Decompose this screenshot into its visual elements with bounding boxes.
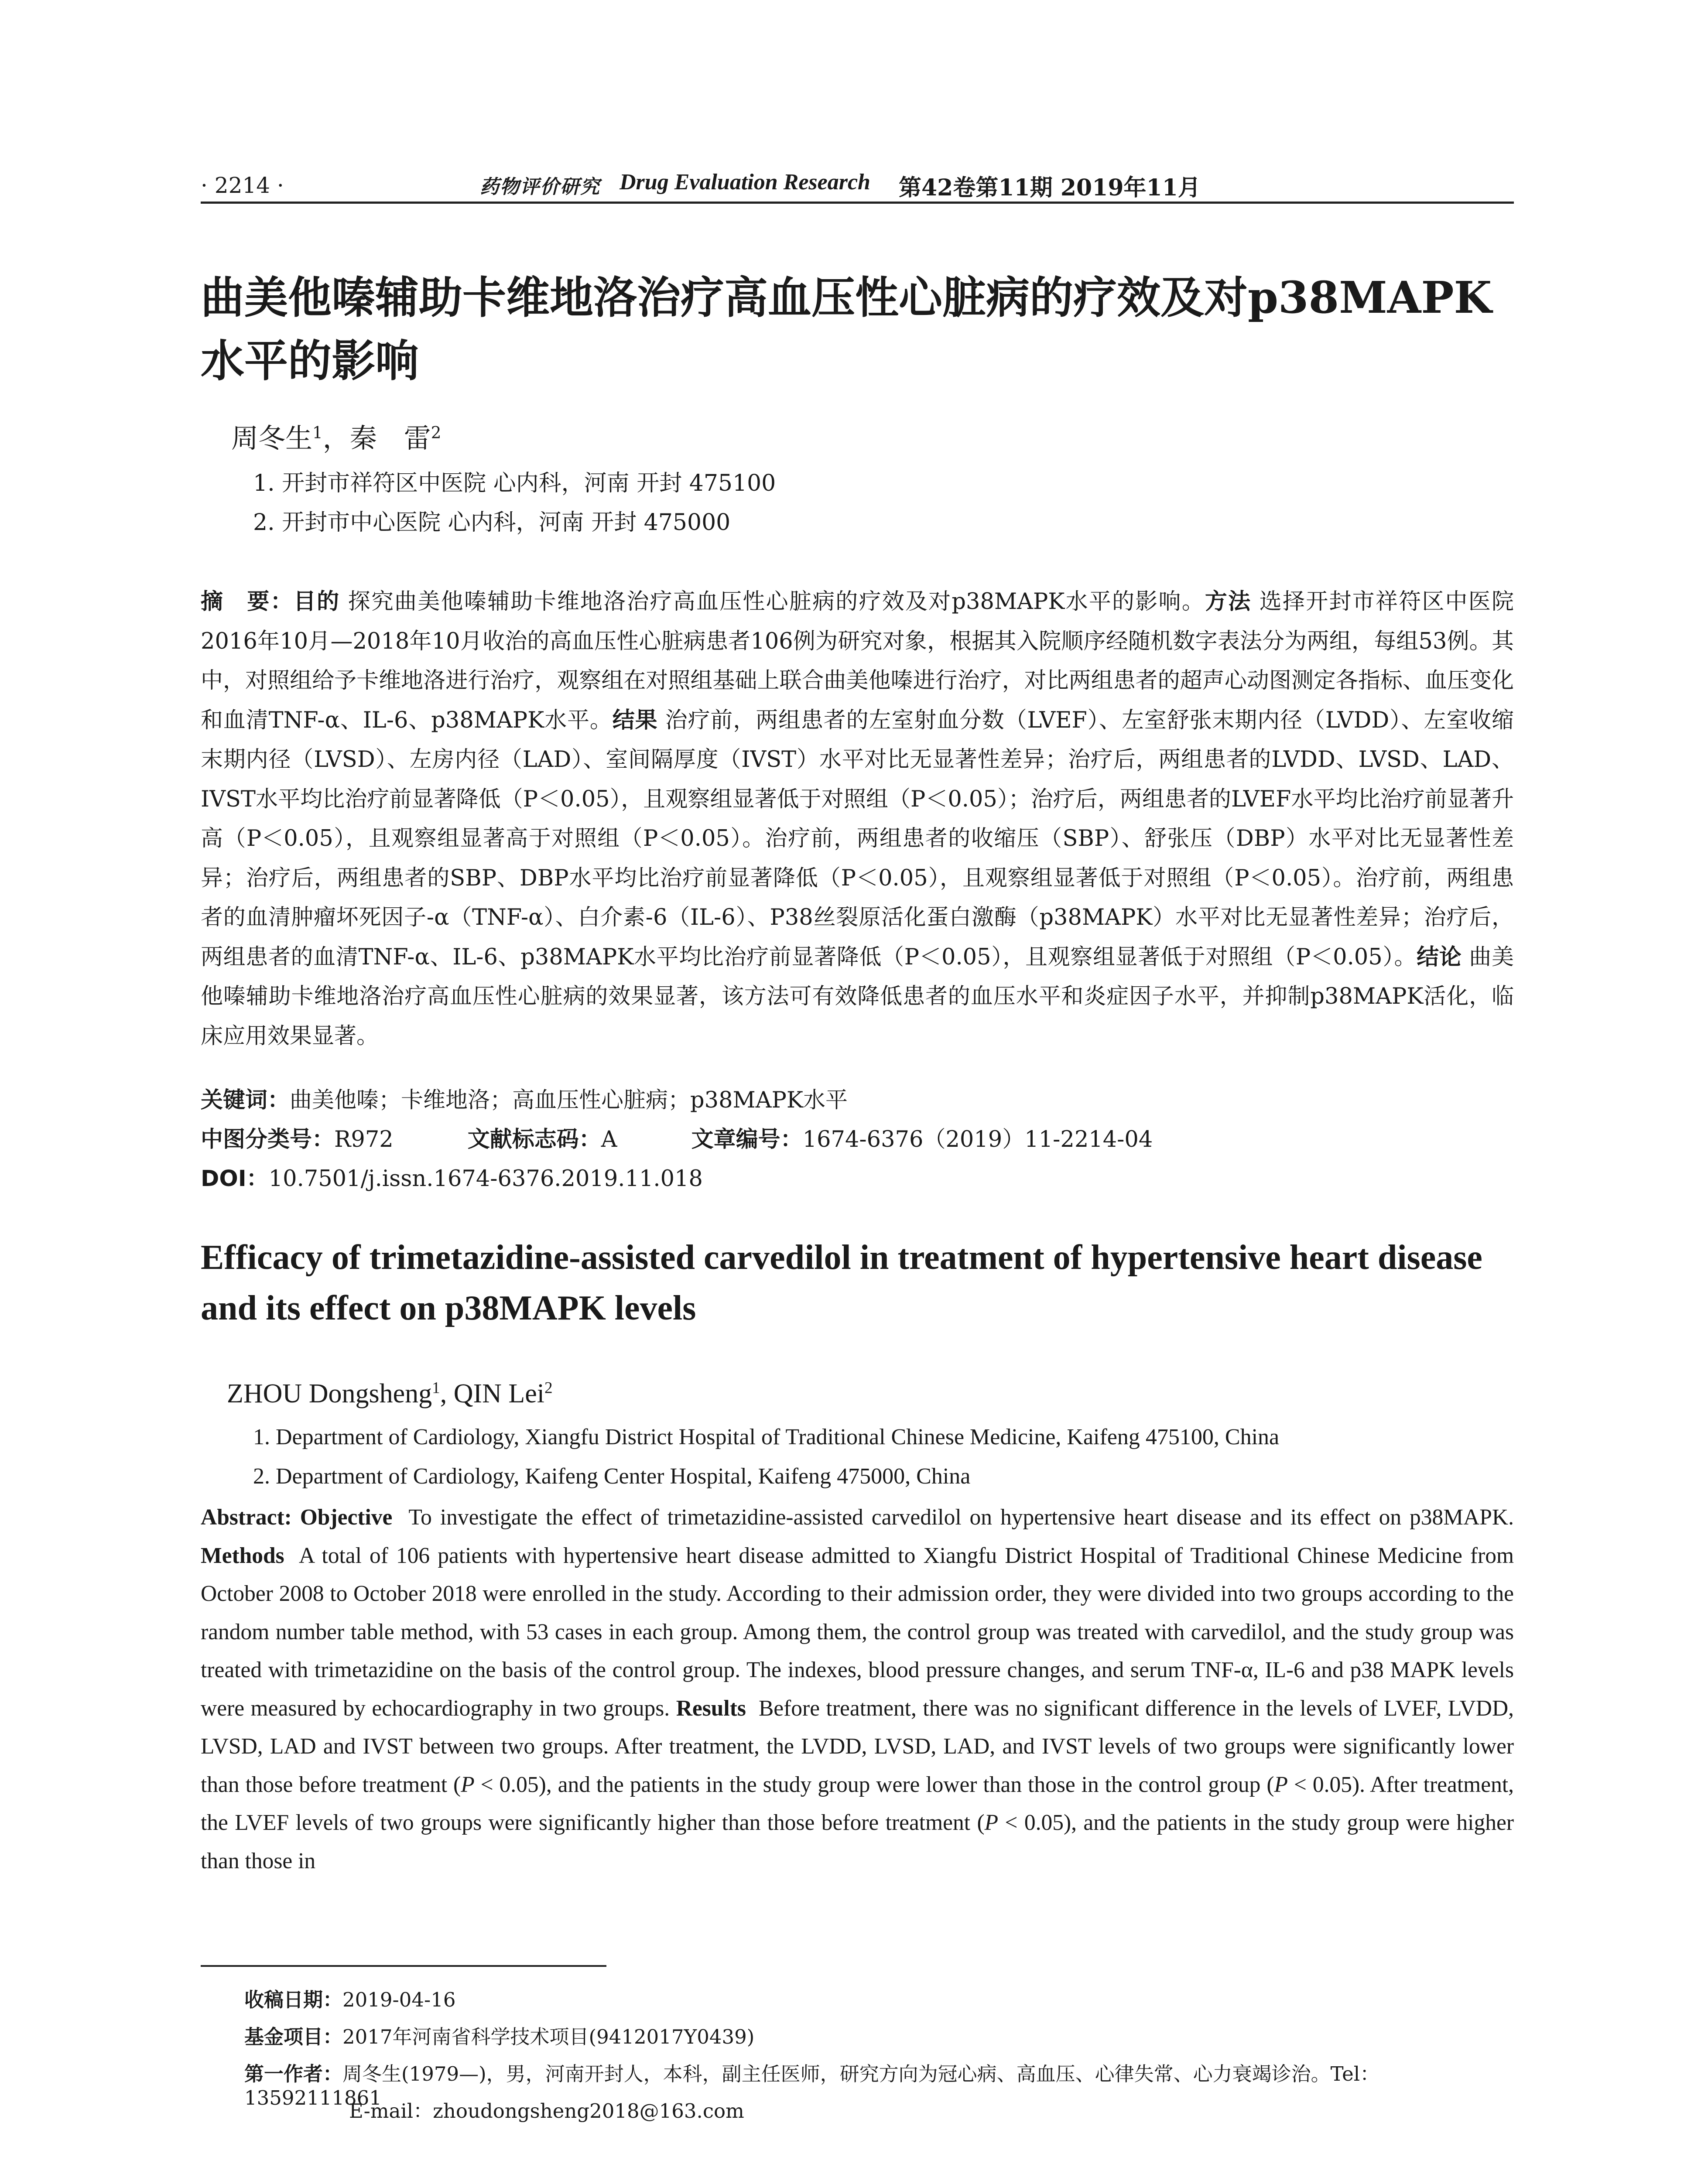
cn-article-no-value: 1674-6376（2019）11-2214-04 [802,1127,1153,1152]
en-author-1: ZHOU Dongsheng [227,1379,432,1408]
en-results-text-3: < 0.05). After treatment, the LVEF levels of two groups were significantly higher than those before treatment ( [201,1772,1514,1835]
cn-methods-label: 方法 [1205,589,1252,615]
cn-affiliation-1: 1. 开封市祥符区中医院 心内科，河南 开封 475100 [253,470,776,496]
en-author-2: QIN Lei [453,1379,545,1408]
en-abstract-label: Abstract: [201,1505,292,1530]
en-objective-label: Objective [300,1505,393,1530]
cn-doi [201,1160,703,1193]
cn-author-2: 秦 雷 [349,422,431,454]
cn-keywords [201,1082,848,1114]
cn-author-1: 周冬生 [231,422,313,454]
en-affiliation-1: 1. Department of Cardiology, Xiangfu District Hospital of Traditional Chinese Medicine, Kaifeng 475100, China [253,1425,1280,1449]
cn-author-1-affil-mark: 1 [312,423,323,442]
funding-label: 基金项目： [244,2025,343,2048]
journal-title: Drug Evaluation Research [620,170,870,195]
received-date: 2019-04-16 [342,1988,456,2011]
footnote-rule [201,1965,606,1967]
cn-classification [201,1121,1514,1153]
en-author-1-affil-mark: 1 [432,1379,440,1397]
cn-objective-text: 探究曲美他嗪辅助卡维地洛治疗高血压性心脏病的疗效及对p38MAPK水平的影响。 [348,589,1205,615]
en-author-separator: , [440,1379,454,1408]
footnote-email[interactable]: E-mail：zhoudongsheng2018@163.com [349,2099,744,2123]
en-objective-text: To investigate the effect of trimetazidine-assisted carvedilol on hypertensive heart disease and its effect on p38MAPK. [408,1505,1514,1530]
en-abstract [201,1498,1514,1880]
funding-text: 2017年河南省科学技术项目(9412017Y0439) [342,2025,755,2048]
cn-author-separator: ， [322,422,350,454]
journal-logo: 药物评价研究 [480,176,600,198]
cn-abstract [201,582,1514,1056]
cn-methods-text: 选择开封市祥符区中医院2016年10月—2018年10月收治的高血压性心脏病患者106例为研究对象，根据其入院顺序经随机数字表法分为两组，每组53例。其中，对照组给予卡维地洛进行治疗，观察组在对照组基础上联合曲美他嗪进行治疗，对比两组患者的超声心动图测定各指标、血压变化和血清TNF-α、IL-6、p38MAPK水平。 [201,589,1514,733]
cn-keywords-label: 关键词： [201,1087,290,1113]
en-affiliation-2: 2. Department of Cardiology, Kaifeng Center Hospital, Kaifeng 475000, China [253,1464,971,1489]
cn-author-2-affil-mark: 2 [431,423,442,442]
received-label: 收稿日期： [244,1988,343,2011]
cn-results-text: 治疗前，两组患者的左室射血分数（LVEF）、左室舒张末期内径（LVDD）、左室收缩末期内径（LVSD）、左房内径（LAD）、室间隔厚度（IVST）水平对比无显著性差异；治疗后，两组患者的LVDD、LVSD、LAD、IVST水平均比治疗前显著降低（P＜0.05），且观察组显著低于对照组（P＜0.05）；治疗后，两组患者的LVEF水平均比治疗前显著升高（P＜0.05），且观察组显著高于对照组（P＜0.05）。治疗前，两组患者的收缩压（SBP）、舒张压（DBP）水平对比无显著性差异；治疗后，两组患者的SBP、DBP水平均比治疗前显著降低（P＜0.05），且观察组显著低于对照组（P＜0.05）。治疗前，两组患者的血清肿瘤坏死因子-α（TNF-α）、白介素-6（IL-6）、P38丝裂原活化蛋白激酶（p38MAPK）水平对比无显著性差异；治疗后，两组患者的血清TNF-α、IL-6、p38MAPK水平均比治疗前显著降低（P＜0.05），且观察组显著低于对照组（P＜0.05）。 [201,707,1514,970]
en-methods-text: A total of 106 patients with hypertensive heart disease admitted to Xiangfu District Hospital of Traditional Chinese Medicine from October 2008 to October 2018 were enrolled in the study. According to their admission order, they were divided into two groups according to the random number table method, with 53 cases in each group. Among them, the control group was treated with carvedilol, and the study group was treated with trimetazidine on the basis of the control group. The indexes, blood pressure changes, and serum TNF-α, IL-6 and p38 MAPK levels were measured by echocardiography in two groups. [201,1543,1514,1721]
cn-conclusion-label: 结论 [1417,944,1462,970]
p-value-symbol: P [984,1810,999,1835]
cn-doc-code-label: 文献标志码： [467,1127,601,1152]
en-results-text-2: < 0.05), and the patients in the study group were lower than those in the control group ( [474,1772,1274,1797]
cn-article-title: 曲美他嗪辅助卡维地洛治疗高血压性心脏病的疗效及对p38MAPK水平的影响 [201,272,1492,386]
journal-issue: 第42卷第11期 2019年11月 [899,174,1201,201]
cn-conclusion-text: 曲美他嗪辅助卡维地洛治疗高血压性心脏病的效果显著，该方法可有效降低患者的血压水平和炎症因子水平，并抑制p38MAPK活化，临床应用效果显著。 [201,944,1514,1049]
p-value-symbol: P [1274,1772,1288,1797]
en-results-text-4: < 0.05), and the patients in the study group were higher than those in [201,1810,1514,1873]
cn-article-no-label: 文章编号： [691,1127,803,1152]
en-results-text-1: Before treatment, there was no significant difference in the levels of LVEF, LVDD, LVSD, LAD and IVST between two groups. After treatment, the LVDD, LVSD, LAD, and IVST levels of two groups were significantly lower than those before treatment ( [201,1696,1514,1797]
header-rule [201,202,1514,204]
footnote-funding [244,2021,754,2049]
first-author-label: 第一作者： [244,2062,343,2085]
en-article-title: Efficacy of trimetazidine-assisted carvedilol in treatment of hypertensive heart disease and its effect on p38MAPK levels [201,1238,1482,1327]
cn-keywords-text: 曲美他嗪；卡维地洛；高血压性心脏病；p38MAPK水平 [290,1087,848,1113]
cn-doi-label: DOI： [201,1166,269,1192]
cn-clc-label: 中图分类号： [201,1127,335,1152]
first-author-text: 周冬生(1979—)，男，河南开封人，本科，副主任医师，研究方向为冠心病、高血压、心律失常、心力衰竭诊治。Tel：13592111861 [244,2062,1380,2109]
en-results-label: Results [676,1696,746,1721]
cn-results-label: 结果 [612,707,658,733]
running-header [201,169,1514,204]
en-authors [227,1378,553,1409]
cn-clc-value: R972 [334,1127,394,1152]
cn-objective-label: 目的 [293,589,340,615]
en-author-2-affil-mark: 2 [544,1379,553,1397]
page-number: · 2214 · [201,173,284,198]
cn-doc-code-value: A [601,1127,617,1152]
cn-doi-link[interactable]: 10.7501/j.issn.1674-6376.2019.11.018 [268,1166,703,1192]
cn-abstract-label: 摘 要： [201,589,294,615]
footnote-received [244,1984,455,2012]
en-methods-label: Methods [201,1543,284,1568]
cn-authors [231,417,441,455]
cn-affiliation-2: 2. 开封市中心医院 心内科，河南 开封 475000 [253,509,731,536]
p-value-symbol: P [461,1772,475,1797]
